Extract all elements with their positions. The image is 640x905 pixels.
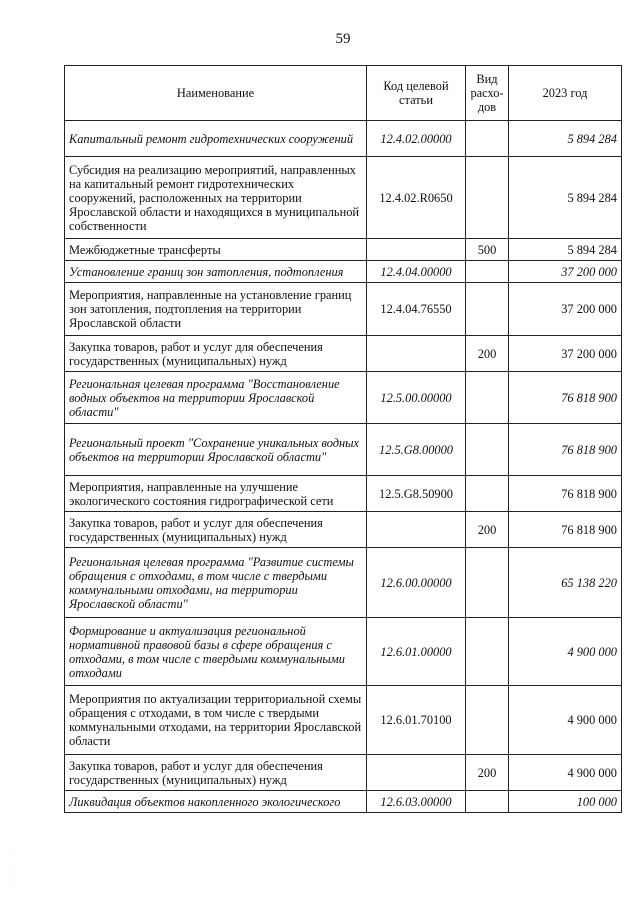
cell-code: 12.6.01.70100 xyxy=(367,686,466,755)
cell-name: Закупка товаров, работ и услуг для обеспечения государственных (муниципальных) нужд xyxy=(65,336,367,372)
cell-amount: 5 894 284 xyxy=(509,121,622,157)
margin-marks: · · · · xyxy=(10,853,12,886)
table-row xyxy=(65,121,622,157)
cell-amount: 5 894 284 xyxy=(509,157,622,239)
cell-amount: 65 138 220 xyxy=(509,548,622,618)
table-row xyxy=(65,424,622,476)
header-name: Наименование xyxy=(65,66,367,121)
budget-table xyxy=(64,65,622,813)
table-row xyxy=(65,512,622,548)
cell-type xyxy=(466,548,509,618)
cell-amount: 37 200 000 xyxy=(509,336,622,372)
cell-code: 12.6.01.00000 xyxy=(367,618,466,686)
cell-name: Формирование и актуализация региональной нормативной правовой базы в сфере обращения с отходами, в том числе с твердыми коммунальными отходами xyxy=(65,618,367,686)
cell-amount: 5 894 284 xyxy=(509,239,622,261)
cell-code: 12.4.02.00000 xyxy=(367,121,466,157)
cell-code: 12.5.G8.00000 xyxy=(367,424,466,476)
table-row xyxy=(65,476,622,512)
header-type: Вид расхо-дов xyxy=(466,66,509,121)
cell-code xyxy=(367,239,466,261)
cell-name: Мероприятия, направленные на установление границ зон затопления, подтопления на территории Ярославской области xyxy=(65,283,367,336)
cell-code: 12.6.03.00000 xyxy=(367,791,466,813)
table-row xyxy=(65,548,622,618)
cell-amount: 37 200 000 xyxy=(509,261,622,283)
cell-name: Мероприятия по актуализации территориальной схемы обращения с отходами, в том числе с твердыми коммунальными отходами, на территории Ярославской области xyxy=(65,686,367,755)
cell-name: Межбюджетные трансферты xyxy=(65,239,367,261)
cell-code: 12.4.04.76550 xyxy=(367,283,466,336)
cell-amount: 76 818 900 xyxy=(509,476,622,512)
cell-name: Капитальный ремонт гидротехнических сооружений xyxy=(65,121,367,157)
cell-name: Региональная целевая программа "Восстановление водных объектов на территории Ярославской области" xyxy=(65,372,367,424)
cell-type xyxy=(466,424,509,476)
table-body xyxy=(65,121,622,813)
cell-name: Региональный проект "Сохранение уникальных водных объектов на территории Ярославской области" xyxy=(65,424,367,476)
cell-code: 12.5.G8.50900 xyxy=(367,476,466,512)
table-row xyxy=(65,755,622,791)
table-row xyxy=(65,239,622,261)
cell-amount: 4 900 000 xyxy=(509,755,622,791)
cell-type: 200 xyxy=(466,336,509,372)
table-row xyxy=(65,157,622,239)
cell-type xyxy=(466,157,509,239)
cell-name: Установление границ зон затопления, подтопления xyxy=(65,261,367,283)
cell-type xyxy=(466,791,509,813)
cell-name: Региональная целевая программа "Развитие системы обращения с отходами, в том числе с твердыми коммунальными отходами, на территории Ярославской области" xyxy=(65,548,367,618)
cell-code: 12.4.04.00000 xyxy=(367,261,466,283)
cell-type xyxy=(466,372,509,424)
cell-type xyxy=(466,686,509,755)
cell-name: Закупка товаров, работ и услуг для обеспечения государственных (муниципальных) нужд xyxy=(65,755,367,791)
cell-code: 12.6.00.00000 xyxy=(367,548,466,618)
cell-type: 200 xyxy=(466,755,509,791)
cell-name: Мероприятия, направленные на улучшение экологического состояния гидрографической сети xyxy=(65,476,367,512)
cell-code: 12.5.00.00000 xyxy=(367,372,466,424)
cell-code xyxy=(367,755,466,791)
cell-type xyxy=(466,121,509,157)
cell-code xyxy=(367,512,466,548)
table-row xyxy=(65,618,622,686)
cell-amount: 4 900 000 xyxy=(509,686,622,755)
cell-name: Ликвидация объектов накопленного экологического xyxy=(65,791,367,813)
cell-type xyxy=(466,261,509,283)
cell-type xyxy=(466,476,509,512)
cell-name: Субсидия на реализацию мероприятий, направленных на капитальный ремонт гидротехнических сооружений, расположенных на территории Ярославской области и находящихся в муниципальной собственности xyxy=(65,157,367,239)
header-code: Код целевой статьи xyxy=(367,66,466,121)
cell-amount: 76 818 900 xyxy=(509,424,622,476)
table-row xyxy=(65,791,622,813)
cell-amount: 37 200 000 xyxy=(509,283,622,336)
cell-amount: 76 818 900 xyxy=(509,372,622,424)
cell-type xyxy=(466,618,509,686)
header-year: 2023 год xyxy=(509,66,622,121)
table-row xyxy=(65,686,622,755)
table-row xyxy=(65,336,622,372)
cell-type xyxy=(466,283,509,336)
table-header-row xyxy=(65,66,622,121)
cell-amount: 4 900 000 xyxy=(509,618,622,686)
cell-type: 200 xyxy=(466,512,509,548)
table-row xyxy=(65,372,622,424)
page-number: 59 xyxy=(335,31,351,47)
table-row xyxy=(65,283,622,336)
cell-name: Закупка товаров, работ и услуг для обеспечения государственных (муниципальных) нужд xyxy=(65,512,367,548)
cell-type: 500 xyxy=(466,239,509,261)
table-row xyxy=(65,261,622,283)
cell-code xyxy=(367,336,466,372)
cell-code: 12.4.02.R0650 xyxy=(367,157,466,239)
cell-amount: 76 818 900 xyxy=(509,512,622,548)
cell-amount: 100 000 xyxy=(509,791,622,813)
